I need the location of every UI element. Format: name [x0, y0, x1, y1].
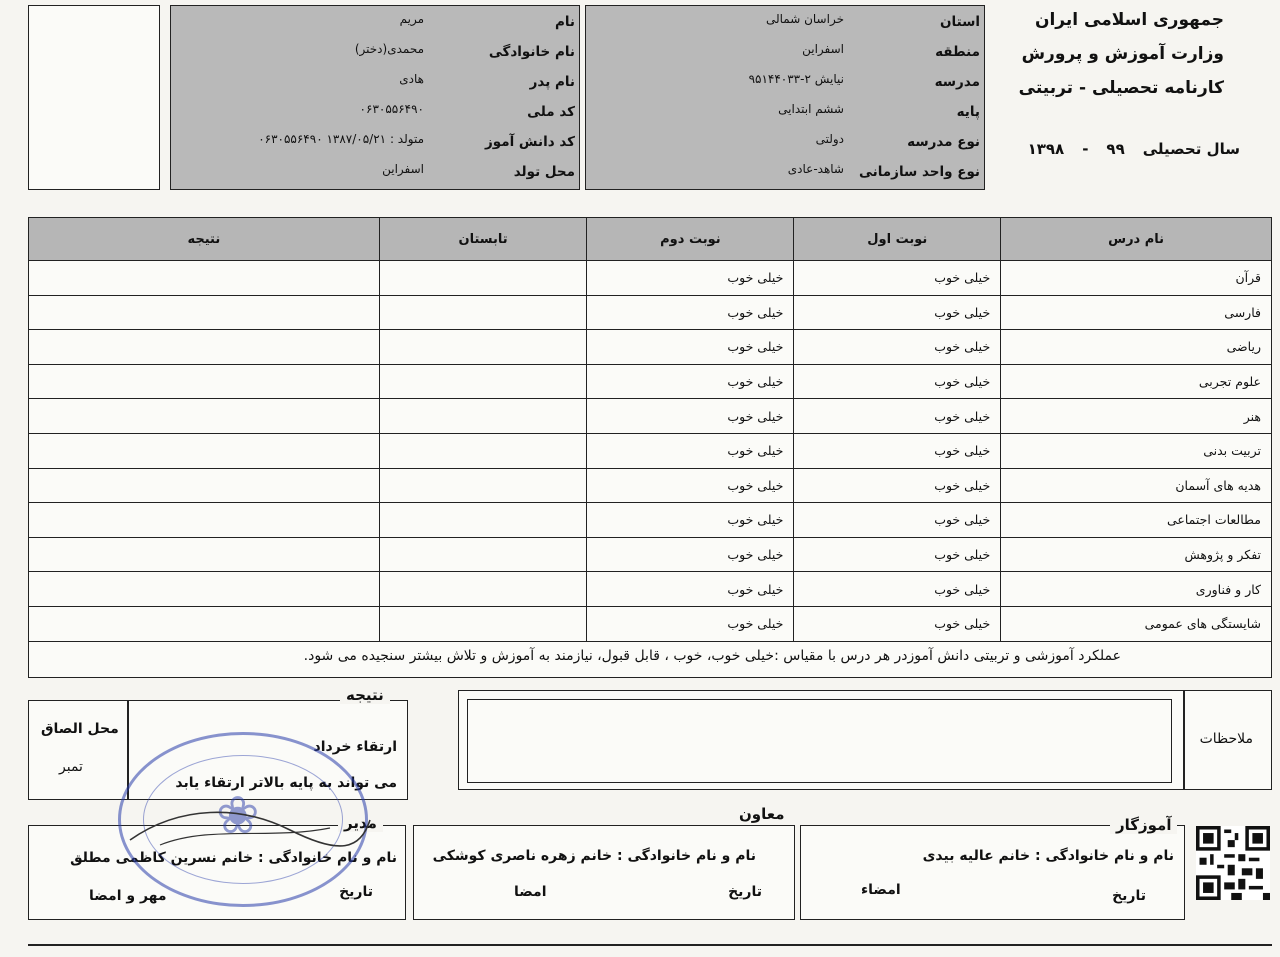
school-info-label: مدرسه: [934, 74, 980, 90]
subject-cell: شایستگی های عمومی: [1001, 606, 1272, 641]
school-info-row: [586, 38, 984, 66]
result-description: می تواند به پایه بالاتر ارتقاء یابد: [175, 775, 397, 791]
student-info-label: نام پدر: [529, 74, 575, 90]
student-info-value: ۰۶۳۰۵۵۶۴۹۰: [359, 102, 424, 116]
subject-cell: هدیه های آسمان: [1001, 468, 1272, 503]
principal-legend: مدیر: [338, 814, 383, 832]
teacher-sign-label: امضاء: [861, 882, 901, 898]
principal-name: نام و نام خانوادگی : خانم نسرین کاظمی مطلق: [70, 850, 397, 866]
student-info-row: [171, 128, 579, 156]
subject-cell: تربیت بدنی: [1001, 433, 1272, 468]
subject-cell: ریاضی: [1001, 330, 1272, 365]
school-info-label: نوع واحد سازمانی: [859, 164, 980, 180]
term1-cell: خیلی خوب: [794, 295, 1001, 330]
deputy-legend: معاون: [733, 805, 791, 823]
teacher-date-label: تاریخ: [1112, 888, 1146, 904]
student-info-label: نام: [554, 14, 575, 30]
term2-cell: خیلی خوب: [587, 261, 794, 296]
academic-year-end: ۹۹: [1106, 140, 1125, 158]
table-row: [29, 295, 1272, 330]
result-legend: نتیجه: [340, 686, 390, 704]
result-cell: [29, 364, 380, 399]
deputy-name: نام و نام خانوادگی : خانم زهره ناصری کوشکی: [432, 848, 756, 864]
summer-cell: [379, 572, 587, 607]
table-row: [29, 468, 1272, 503]
school-info-value: شاهد-عادی: [787, 162, 844, 176]
principal-signature: [120, 800, 380, 860]
student-info-value: ۰۶۳۰۵۵۶۴۹۰ متولد : ۱۳۸۷/۰۵/۲۱: [258, 132, 424, 146]
grades-table: [28, 217, 1272, 642]
term1-cell: خیلی خوب: [794, 330, 1001, 365]
table-row: [29, 330, 1272, 365]
term1-cell: خیلی خوب: [794, 399, 1001, 434]
table-row: [29, 503, 1272, 538]
deputy-box: [413, 825, 795, 920]
emblem-icon: ❀: [216, 786, 260, 846]
student-info-label: کد دانش آموز: [485, 134, 575, 150]
teacher-box: [800, 825, 1185, 920]
term1-cell: خیلی خوب: [794, 468, 1001, 503]
summer-cell: [379, 468, 587, 503]
term1-cell: خیلی خوب: [794, 537, 1001, 572]
result-cell: [29, 330, 380, 365]
deputy-sign-label: امضا: [514, 884, 547, 900]
teacher-legend: آموزگار: [1110, 816, 1177, 834]
remarks-label: ملاحظات: [1199, 731, 1253, 747]
student-info-row: [171, 8, 579, 36]
subject-cell: کار و فناوری: [1001, 572, 1272, 607]
col-header-result: نتیجه: [29, 218, 380, 261]
school-info-value: ششم ابتدایی: [778, 102, 844, 116]
school-info-row: [586, 68, 984, 96]
summer-cell: [379, 330, 587, 365]
summer-cell: [379, 503, 587, 538]
subject-cell: فارسی: [1001, 295, 1272, 330]
table-row: [29, 572, 1272, 607]
school-info-label: منطقه: [935, 44, 980, 60]
academic-year: [1028, 140, 1240, 158]
header-ministry: وزارت آموزش و پرورش: [1021, 44, 1224, 64]
student-info-box: [170, 5, 580, 190]
header-doc-title: کارنامه تحصیلی - تربیتی: [1018, 78, 1224, 98]
qr-code-icon: [1196, 826, 1270, 900]
term1-cell: خیلی خوب: [794, 261, 1001, 296]
summer-cell: [379, 261, 587, 296]
result-cell: [29, 433, 380, 468]
student-info-label: محل تولد: [513, 164, 575, 180]
school-info-value: دولتی: [815, 132, 844, 146]
col-header-term2: نوبت دوم: [587, 218, 794, 261]
result-cell: [29, 261, 380, 296]
stamp-word-label: تمبر: [59, 759, 83, 775]
summer-cell: [379, 399, 587, 434]
deputy-date-label: تاریخ: [728, 884, 762, 900]
subject-cell: هنر: [1001, 399, 1272, 434]
student-info-row: [171, 68, 579, 96]
term1-cell: خیلی خوب: [794, 503, 1001, 538]
student-info-row: [171, 38, 579, 66]
student-info-value: مریم: [399, 12, 424, 26]
subject-cell: قرآن: [1001, 261, 1272, 296]
remarks-value-area: [467, 699, 1172, 783]
summer-cell: [379, 295, 587, 330]
result-cell: [29, 399, 380, 434]
school-info-box: [585, 5, 985, 190]
academic-year-dash: -: [1082, 140, 1089, 158]
school-info-row: [586, 8, 984, 36]
school-info-row: [586, 98, 984, 126]
student-info-value: اسفراین: [382, 162, 424, 176]
term2-cell: خیلی خوب: [587, 503, 794, 538]
term2-cell: خیلی خوب: [587, 330, 794, 365]
header-country: جمهوری اسلامی ایران: [1034, 10, 1224, 30]
school-info-value: خراسان شمالی: [765, 12, 844, 26]
school-info-value: اسفراین: [802, 42, 844, 56]
student-info-row: [171, 98, 579, 126]
summer-cell: [379, 606, 587, 641]
term2-cell: خیلی خوب: [587, 572, 794, 607]
student-info-label: نام خانوادگی: [488, 44, 575, 60]
school-info-label: پایه: [956, 104, 980, 120]
table-row: [29, 399, 1272, 434]
table-row: [29, 261, 1272, 296]
bottom-divider: [28, 944, 1272, 946]
table-row: [29, 537, 1272, 572]
principal-sign-label: مهر و امضا: [89, 888, 167, 904]
col-header-term1: نوبت اول: [794, 218, 1001, 261]
col-header-subject: نام درس: [1001, 218, 1272, 261]
student-info-row: [171, 158, 579, 186]
term2-cell: خیلی خوب: [587, 364, 794, 399]
principal-date-label: تاریخ: [339, 884, 373, 900]
term1-cell: خیلی خوب: [794, 606, 1001, 641]
table-row: [29, 364, 1272, 399]
summer-cell: [379, 433, 587, 468]
term2-cell: خیلی خوب: [587, 468, 794, 503]
academic-year-start: ۱۳۹۸: [1027, 140, 1065, 158]
result-cell: [29, 503, 380, 538]
term2-cell: خیلی خوب: [587, 537, 794, 572]
school-info-value: ۹۵۱۴۴۰۳۳-نیایش ۲: [748, 72, 844, 86]
col-header-summer: تابستان: [379, 218, 587, 261]
summer-cell: [379, 364, 587, 399]
stamp-place-label: محل الصاق: [41, 721, 119, 737]
school-info-label: نوع مدرسه: [907, 134, 980, 150]
result-cell: [29, 295, 380, 330]
result-promotion: ارتقاء خرداد: [313, 739, 397, 755]
term1-cell: خیلی خوب: [794, 364, 1001, 399]
student-info-value: هادی: [399, 72, 424, 86]
term2-cell: خیلی خوب: [587, 399, 794, 434]
table-row: [29, 433, 1272, 468]
school-info-row: [586, 128, 984, 156]
student-info-label: کد ملی: [527, 104, 575, 120]
term1-cell: خیلی خوب: [794, 433, 1001, 468]
subject-cell: تفکر و پژوهش: [1001, 537, 1272, 572]
term2-cell: خیلی خوب: [587, 295, 794, 330]
table-row: [29, 606, 1272, 641]
term2-cell: خیلی خوب: [587, 433, 794, 468]
result-cell: [29, 606, 380, 641]
school-info-label: استان: [939, 14, 980, 30]
remarks-box: [458, 690, 1272, 790]
subject-cell: علوم تجربی: [1001, 364, 1272, 399]
school-info-row: [586, 158, 984, 186]
term2-cell: خیلی خوب: [587, 606, 794, 641]
term1-cell: خیلی خوب: [794, 572, 1001, 607]
grading-scale-note: عملکرد آموزشی و تربیتی دانش آموزدر هر درس با مقیاس :خیلی خوب، خوب ، قابل قبول، نیازمند به آموزش و تلاش بیشتر سنجیده می شود.: [28, 642, 1272, 678]
summer-cell: [379, 537, 587, 572]
result-cell: [29, 468, 380, 503]
academic-year-label: سال تحصیلی: [1142, 140, 1240, 158]
teacher-name: نام و نام خانوادگی : خانم عالیه بیدی: [922, 848, 1174, 864]
photo-box: [28, 5, 160, 190]
subject-cell: مطالعات اجتماعی: [1001, 503, 1272, 538]
student-info-value: محمدی(دختر): [354, 42, 424, 56]
result-cell: [29, 572, 380, 607]
result-cell: [29, 537, 380, 572]
